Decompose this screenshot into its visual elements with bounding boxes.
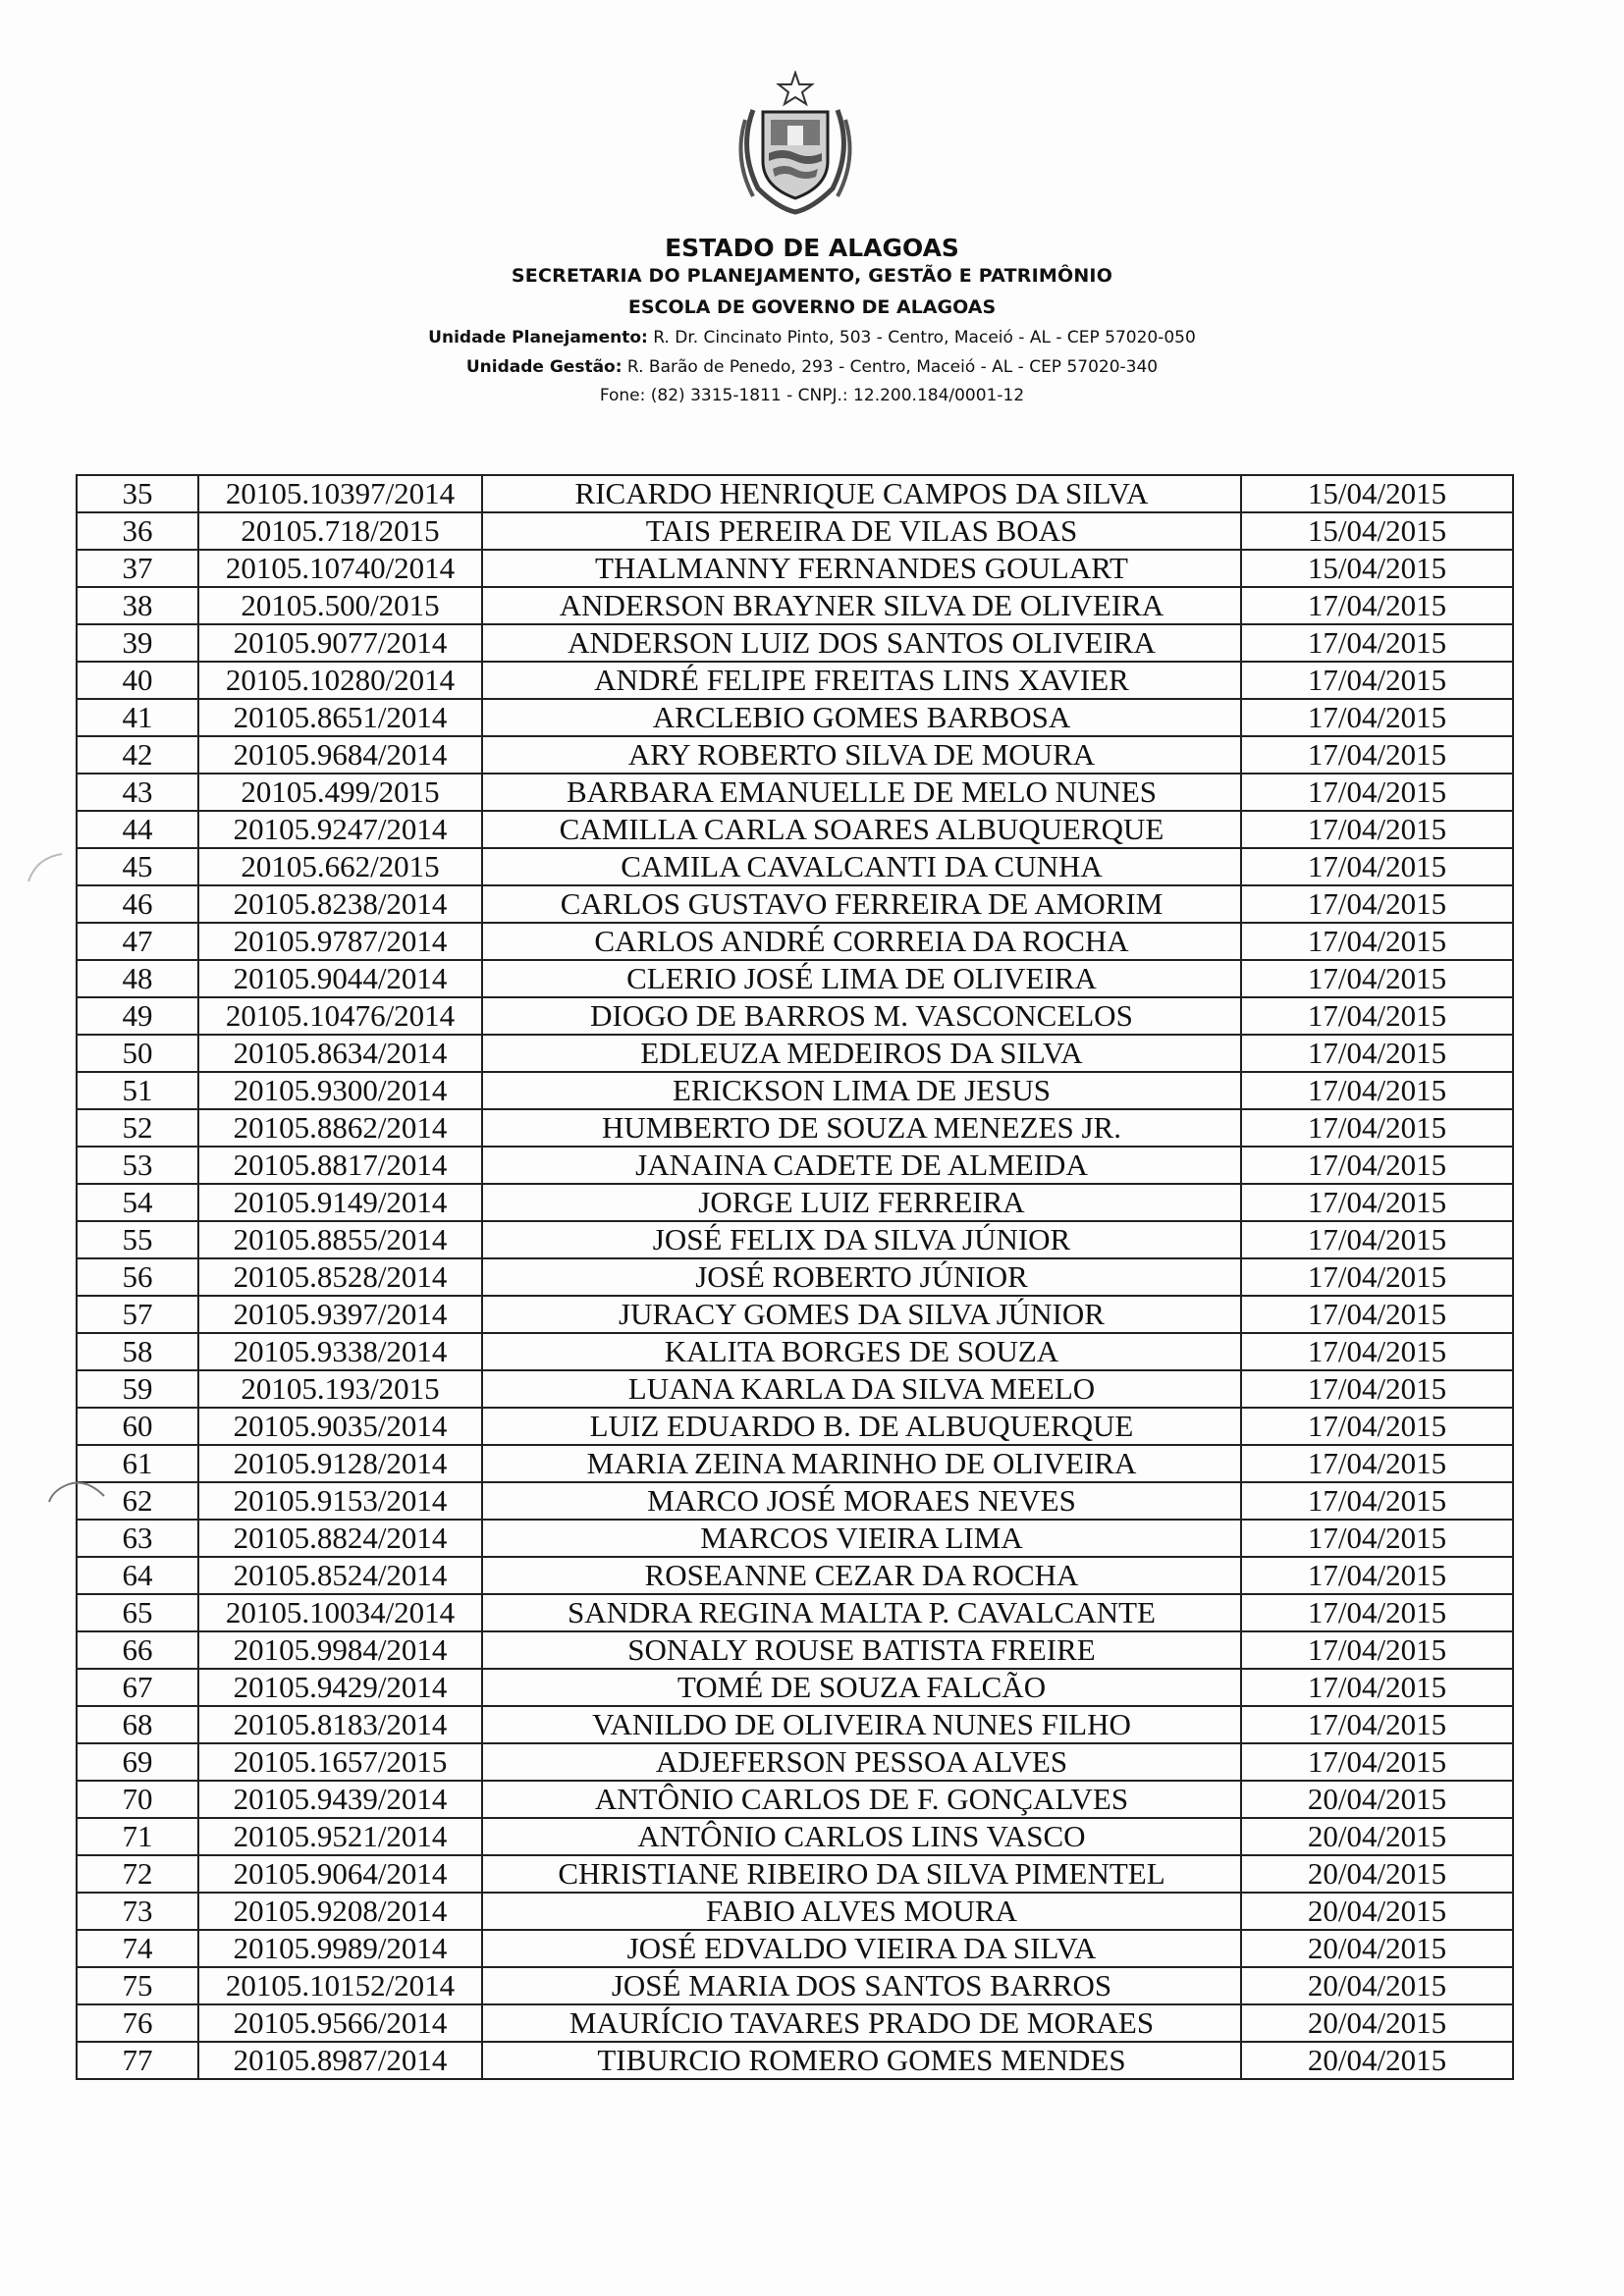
table-row <box>77 1818 1513 1855</box>
person-name-cell: TAIS PEREIRA DE VILAS BOAS <box>482 512 1241 550</box>
row-number-cell: 52 <box>77 1109 198 1147</box>
row-number-cell: 47 <box>77 923 198 960</box>
person-name-cell: THALMANNY FERNANDES GOULART <box>482 550 1241 587</box>
date-cell: 20/04/2015 <box>1241 1930 1513 1967</box>
date-cell: 17/04/2015 <box>1241 1333 1513 1370</box>
process-number-cell: 20105.8651/2014 <box>198 699 482 736</box>
punch-hole-mark <box>47 1474 106 1514</box>
date-cell: 17/04/2015 <box>1241 1594 1513 1631</box>
process-number-cell: 20105.8862/2014 <box>198 1109 482 1147</box>
table-row <box>77 1035 1513 1072</box>
table-row <box>77 1706 1513 1743</box>
process-number-cell: 20105.9128/2014 <box>198 1445 482 1482</box>
row-number-cell: 65 <box>77 1594 198 1631</box>
date-cell: 17/04/2015 <box>1241 587 1513 624</box>
date-cell: 17/04/2015 <box>1241 848 1513 885</box>
table-row <box>77 1781 1513 1818</box>
date-cell: 17/04/2015 <box>1241 1147 1513 1184</box>
process-number-cell: 20105.9044/2014 <box>198 960 482 997</box>
table-row <box>77 1258 1513 1296</box>
row-number-cell: 75 <box>77 1967 198 2004</box>
date-cell: 20/04/2015 <box>1241 1855 1513 1893</box>
planning-unit-line <box>0 328 1624 347</box>
date-cell: 17/04/2015 <box>1241 1296 1513 1333</box>
process-number-cell: 20105.8528/2014 <box>198 1258 482 1296</box>
row-number-cell: 59 <box>77 1370 198 1408</box>
row-number-cell: 66 <box>77 1631 198 1669</box>
enrollment-table <box>76 474 1514 2080</box>
date-cell: 17/04/2015 <box>1241 1631 1513 1669</box>
state-title: ESTADO DE ALAGOAS <box>665 234 959 262</box>
person-name-cell: JOSÉ EDVALDO VIEIRA DA SILVA <box>482 1930 1241 1967</box>
row-number-cell: 41 <box>77 699 198 736</box>
row-number-cell: 48 <box>77 960 198 997</box>
row-number-cell: 64 <box>77 1557 198 1594</box>
scan-mark <box>25 852 64 891</box>
management-unit-label: Unidade Gestão: <box>465 357 623 377</box>
person-name-cell: ARY ROBERTO SILVA DE MOURA <box>482 736 1241 774</box>
row-number-cell: 49 <box>77 997 198 1035</box>
process-number-cell: 20105.499/2015 <box>198 774 482 811</box>
table-row <box>77 1557 1513 1594</box>
date-cell: 17/04/2015 <box>1241 811 1513 848</box>
table-row <box>77 1147 1513 1184</box>
person-name-cell: ANDERSON LUIZ DOS SANTOS OLIVEIRA <box>482 624 1241 662</box>
row-number-cell: 74 <box>77 1930 198 1967</box>
table-row <box>77 1631 1513 1669</box>
table-row <box>77 624 1513 662</box>
process-number-cell: 20105.9300/2014 <box>198 1072 482 1109</box>
date-cell: 15/04/2015 <box>1241 475 1513 512</box>
table-row <box>77 1967 1513 2004</box>
row-number-cell: 69 <box>77 1743 198 1781</box>
process-number-cell: 20105.500/2015 <box>198 587 482 624</box>
row-number-cell: 46 <box>77 885 198 923</box>
row-number-cell: 51 <box>77 1072 198 1109</box>
table-row <box>77 1743 1513 1781</box>
row-number-cell: 62 <box>77 1482 198 1520</box>
row-number-cell: 73 <box>77 1893 198 1930</box>
date-cell: 17/04/2015 <box>1241 1706 1513 1743</box>
table-row <box>77 550 1513 587</box>
date-cell: 17/04/2015 <box>1241 923 1513 960</box>
process-number-cell: 20105.9521/2014 <box>198 1818 482 1855</box>
person-name-cell: MARIA ZEINA MARINHO DE OLIVEIRA <box>482 1445 1241 1482</box>
process-number-cell: 20105.9153/2014 <box>198 1482 482 1520</box>
coat-of-arms-icon <box>733 71 857 216</box>
row-number-cell: 55 <box>77 1221 198 1258</box>
process-number-cell: 20105.9787/2014 <box>198 923 482 960</box>
process-number-cell: 20105.8524/2014 <box>198 1557 482 1594</box>
person-name-cell: ANDRÉ FELIPE FREITAS LINS XAVIER <box>482 662 1241 699</box>
row-number-cell: 68 <box>77 1706 198 1743</box>
table-row <box>77 1072 1513 1109</box>
row-number-cell: 77 <box>77 2042 198 2079</box>
date-cell: 17/04/2015 <box>1241 1482 1513 1520</box>
date-cell: 15/04/2015 <box>1241 550 1513 587</box>
date-cell: 17/04/2015 <box>1241 1557 1513 1594</box>
process-number-cell: 20105.10740/2014 <box>198 550 482 587</box>
table-row <box>77 1109 1513 1147</box>
date-cell: 17/04/2015 <box>1241 1072 1513 1109</box>
person-name-cell: MARCOS VIEIRA LIMA <box>482 1520 1241 1557</box>
date-cell: 17/04/2015 <box>1241 736 1513 774</box>
table-row <box>77 960 1513 997</box>
table-row <box>77 1520 1513 1557</box>
date-cell: 20/04/2015 <box>1241 1893 1513 1930</box>
row-number-cell: 61 <box>77 1445 198 1482</box>
process-number-cell: 20105.9989/2014 <box>198 1930 482 1967</box>
process-number-cell: 20105.10034/2014 <box>198 1594 482 1631</box>
person-name-cell: RICARDO HENRIQUE CAMPOS DA SILVA <box>482 475 1241 512</box>
table-row <box>77 1184 1513 1221</box>
date-cell: 17/04/2015 <box>1241 1184 1513 1221</box>
table-row <box>77 662 1513 699</box>
table-row <box>77 1370 1513 1408</box>
table-row <box>77 1408 1513 1445</box>
secretariat-title: SECRETARIA DO PLANEJAMENTO, GESTÃO E PATRIMÔNIO <box>511 265 1113 287</box>
row-number-cell: 67 <box>77 1669 198 1706</box>
process-number-cell: 20105.8634/2014 <box>198 1035 482 1072</box>
person-name-cell: MAURÍCIO TAVARES PRADO DE MORAES <box>482 2004 1241 2042</box>
person-name-cell: SONALY ROUSE BATISTA FREIRE <box>482 1631 1241 1669</box>
table-row <box>77 997 1513 1035</box>
process-number-cell: 20105.8183/2014 <box>198 1706 482 1743</box>
table-row <box>77 1221 1513 1258</box>
process-number-cell: 20105.10280/2014 <box>198 662 482 699</box>
row-number-cell: 37 <box>77 550 198 587</box>
person-name-cell: HUMBERTO DE SOUZA MENEZES JR. <box>482 1109 1241 1147</box>
person-name-cell: ANDERSON BRAYNER SILVA DE OLIVEIRA <box>482 587 1241 624</box>
table-row <box>77 1333 1513 1370</box>
process-number-cell: 20105.9439/2014 <box>198 1781 482 1818</box>
table-row <box>77 885 1513 923</box>
table-row <box>77 1445 1513 1482</box>
person-name-cell: CAMILLA CARLA SOARES ALBUQUERQUE <box>482 811 1241 848</box>
date-cell: 17/04/2015 <box>1241 1520 1513 1557</box>
row-number-cell: 53 <box>77 1147 198 1184</box>
row-number-cell: 70 <box>77 1781 198 1818</box>
date-cell: 17/04/2015 <box>1241 960 1513 997</box>
process-number-cell: 20105.8238/2014 <box>198 885 482 923</box>
process-number-cell: 20105.193/2015 <box>198 1370 482 1408</box>
table-row <box>77 923 1513 960</box>
date-cell: 17/04/2015 <box>1241 1370 1513 1408</box>
process-number-cell: 20105.9208/2014 <box>198 1893 482 1930</box>
process-number-cell: 20105.9035/2014 <box>198 1408 482 1445</box>
process-number-cell: 20105.10397/2014 <box>198 475 482 512</box>
person-name-cell: CARLOS GUSTAVO FERREIRA DE AMORIM <box>482 885 1241 923</box>
person-name-cell: CARLOS ANDRÉ CORREIA DA ROCHA <box>482 923 1241 960</box>
date-cell: 17/04/2015 <box>1241 774 1513 811</box>
date-cell: 17/04/2015 <box>1241 1221 1513 1258</box>
table-row <box>77 1893 1513 1930</box>
process-number-cell: 20105.9397/2014 <box>198 1296 482 1333</box>
date-cell: 17/04/2015 <box>1241 885 1513 923</box>
process-number-cell: 20105.8987/2014 <box>198 2042 482 2079</box>
process-number-cell: 20105.8817/2014 <box>198 1147 482 1184</box>
row-number-cell: 42 <box>77 736 198 774</box>
table-row <box>77 475 1513 512</box>
date-cell: 17/04/2015 <box>1241 1408 1513 1445</box>
person-name-cell: TOMÉ DE SOUZA FALCÃO <box>482 1669 1241 1706</box>
row-number-cell: 36 <box>77 512 198 550</box>
table-row <box>77 2042 1513 2079</box>
process-number-cell: 20105.9338/2014 <box>198 1333 482 1370</box>
phone-cnpj-line: Fone: (82) 3315-1811 - CNPJ.: 12.200.184/0001-12 <box>599 386 1025 405</box>
date-cell: 17/04/2015 <box>1241 1035 1513 1072</box>
person-name-cell: MARCO JOSÉ MORAES NEVES <box>482 1482 1241 1520</box>
date-cell: 20/04/2015 <box>1241 1781 1513 1818</box>
process-number-cell: 20105.9077/2014 <box>198 624 482 662</box>
person-name-cell: FABIO ALVES MOURA <box>482 1893 1241 1930</box>
table-row <box>77 1296 1513 1333</box>
person-name-cell: ANTÔNIO CARLOS DE F. GONÇALVES <box>482 1781 1241 1818</box>
date-cell: 20/04/2015 <box>1241 1818 1513 1855</box>
process-number-cell: 20105.9984/2014 <box>198 1631 482 1669</box>
person-name-cell: JANAINA CADETE DE ALMEIDA <box>482 1147 1241 1184</box>
person-name-cell: VANILDO DE OLIVEIRA NUNES FILHO <box>482 1706 1241 1743</box>
row-number-cell: 57 <box>77 1296 198 1333</box>
row-number-cell: 60 <box>77 1408 198 1445</box>
person-name-cell: ANTÔNIO CARLOS LINS VASCO <box>482 1818 1241 1855</box>
person-name-cell: CAMILA CAVALCANTI DA CUNHA <box>482 848 1241 885</box>
date-cell: 20/04/2015 <box>1241 2004 1513 2042</box>
table-row <box>77 1930 1513 1967</box>
process-number-cell: 20105.9247/2014 <box>198 811 482 848</box>
date-cell: 17/04/2015 <box>1241 699 1513 736</box>
person-name-cell: TIBURCIO ROMERO GOMES MENDES <box>482 2042 1241 2079</box>
row-number-cell: 50 <box>77 1035 198 1072</box>
person-name-cell: JORGE LUIZ FERREIRA <box>482 1184 1241 1221</box>
table-row <box>77 512 1513 550</box>
date-cell: 17/04/2015 <box>1241 1669 1513 1706</box>
process-number-cell: 20105.9684/2014 <box>198 736 482 774</box>
process-number-cell: 20105.9429/2014 <box>198 1669 482 1706</box>
person-name-cell: JURACY GOMES DA SILVA JÚNIOR <box>482 1296 1241 1333</box>
date-cell: 15/04/2015 <box>1241 512 1513 550</box>
process-number-cell: 20105.9149/2014 <box>198 1184 482 1221</box>
person-name-cell: LUIZ EDUARDO B. DE ALBUQUERQUE <box>482 1408 1241 1445</box>
process-number-cell: 20105.9064/2014 <box>198 1855 482 1893</box>
process-number-cell: 20105.9566/2014 <box>198 2004 482 2042</box>
person-name-cell: CLERIO JOSÉ LIMA DE OLIVEIRA <box>482 960 1241 997</box>
table-row <box>77 1669 1513 1706</box>
person-name-cell: ERICKSON LIMA DE JESUS <box>482 1072 1241 1109</box>
table-row <box>77 2004 1513 2042</box>
row-number-cell: 35 <box>77 475 198 512</box>
planning-unit-address: R. Dr. Cincinato Pinto, 503 - Centro, Maceió - AL - CEP 57020-050 <box>647 328 1196 347</box>
date-cell: 17/04/2015 <box>1241 1743 1513 1781</box>
row-number-cell: 39 <box>77 624 198 662</box>
table-row <box>77 774 1513 811</box>
process-number-cell: 20105.10476/2014 <box>198 997 482 1035</box>
person-name-cell: SANDRA REGINA MALTA P. CAVALCANTE <box>482 1594 1241 1631</box>
person-name-cell: BARBARA EMANUELLE DE MELO NUNES <box>482 774 1241 811</box>
row-number-cell: 76 <box>77 2004 198 2042</box>
person-name-cell: EDLEUZA MEDEIROS DA SILVA <box>482 1035 1241 1072</box>
date-cell: 20/04/2015 <box>1241 2042 1513 2079</box>
person-name-cell: KALITA BORGES DE SOUZA <box>482 1333 1241 1370</box>
row-number-cell: 58 <box>77 1333 198 1370</box>
table-row <box>77 736 1513 774</box>
date-cell: 17/04/2015 <box>1241 662 1513 699</box>
table-row <box>77 587 1513 624</box>
process-number-cell: 20105.718/2015 <box>198 512 482 550</box>
process-number-cell: 20105.8824/2014 <box>198 1520 482 1557</box>
management-unit-address: R. Barão de Penedo, 293 - Centro, Maceió - AL - CEP 57020-340 <box>622 357 1159 377</box>
process-number-cell: 20105.1657/2015 <box>198 1743 482 1781</box>
row-number-cell: 45 <box>77 848 198 885</box>
person-name-cell: DIOGO DE BARROS M. VASCONCELOS <box>482 997 1241 1035</box>
date-cell: 17/04/2015 <box>1241 997 1513 1035</box>
date-cell: 17/04/2015 <box>1241 1445 1513 1482</box>
person-name-cell: JOSÉ MARIA DOS SANTOS BARROS <box>482 1967 1241 2004</box>
row-number-cell: 56 <box>77 1258 198 1296</box>
table-row <box>77 1594 1513 1631</box>
row-number-cell: 72 <box>77 1855 198 1893</box>
planning-unit-label: Unidade Planejamento: <box>428 328 648 347</box>
person-name-cell: LUANA KARLA DA SILVA MEELO <box>482 1370 1241 1408</box>
enrollment-table-body <box>77 475 1513 2079</box>
row-number-cell: 63 <box>77 1520 198 1557</box>
table-row <box>77 848 1513 885</box>
person-name-cell: JOSÉ ROBERTO JÚNIOR <box>482 1258 1241 1296</box>
date-cell: 20/04/2015 <box>1241 1967 1513 2004</box>
date-cell: 17/04/2015 <box>1241 1109 1513 1147</box>
row-number-cell: 43 <box>77 774 198 811</box>
date-cell: 17/04/2015 <box>1241 624 1513 662</box>
table-row <box>77 699 1513 736</box>
row-number-cell: 44 <box>77 811 198 848</box>
management-unit-line <box>0 357 1624 377</box>
person-name-cell: ROSEANNE CEZAR DA ROCHA <box>482 1557 1241 1594</box>
person-name-cell: CHRISTIANE RIBEIRO DA SILVA PIMENTEL <box>482 1855 1241 1893</box>
person-name-cell: ADJEFERSON PESSOA ALVES <box>482 1743 1241 1781</box>
process-number-cell: 20105.8855/2014 <box>198 1221 482 1258</box>
row-number-cell: 71 <box>77 1818 198 1855</box>
person-name-cell: ARCLEBIO GOMES BARBOSA <box>482 699 1241 736</box>
row-number-cell: 54 <box>77 1184 198 1221</box>
process-number-cell: 20105.10152/2014 <box>198 1967 482 2004</box>
table-row <box>77 811 1513 848</box>
row-number-cell: 40 <box>77 662 198 699</box>
table-row <box>77 1855 1513 1893</box>
process-number-cell: 20105.662/2015 <box>198 848 482 885</box>
date-cell: 17/04/2015 <box>1241 1258 1513 1296</box>
row-number-cell: 38 <box>77 587 198 624</box>
school-title: ESCOLA DE GOVERNO DE ALAGOAS <box>627 296 997 318</box>
person-name-cell: JOSÉ FELIX DA SILVA JÚNIOR <box>482 1221 1241 1258</box>
table-row <box>77 1482 1513 1520</box>
